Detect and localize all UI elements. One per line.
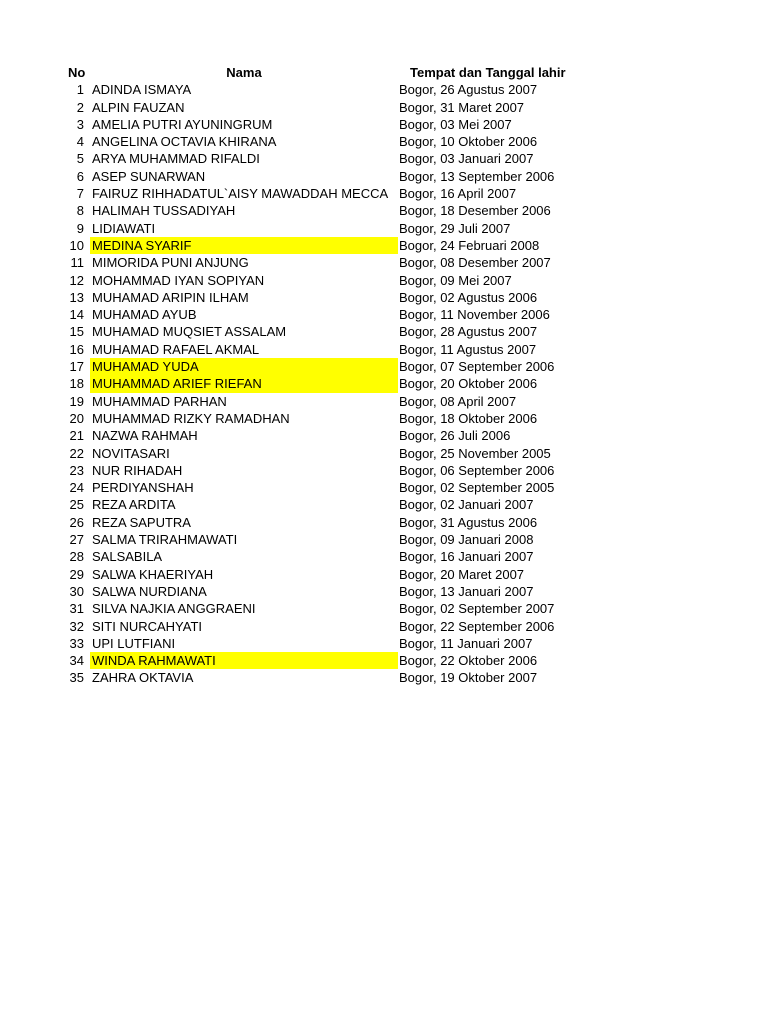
table-row [0, 548, 768, 565]
row-number: 1 [76, 82, 84, 98]
student-name: WINDA RAHMAWATI [90, 652, 398, 669]
header-row [0, 64, 768, 81]
table-row [0, 341, 768, 358]
row-number: 29 [69, 566, 84, 582]
student-name: HALIMAH TUSSADIYAH [92, 203, 236, 219]
row-number: 25 [69, 497, 84, 513]
student-list-sheet [0, 64, 768, 687]
row-number: 20 [69, 410, 84, 426]
student-name: ZAHRA OKTAVIA [92, 670, 194, 686]
birth-place-date: Bogor, 03 Januari 2007 [399, 151, 534, 167]
student-name: SITI NURCAHYATI [92, 618, 203, 634]
birth-place-date: Bogor, 03 Mei 2007 [399, 116, 512, 132]
student-name: MUHAMAD AYUB [92, 307, 197, 323]
birth-place-date: Bogor, 13 Januari 2007 [399, 583, 534, 599]
birth-place-date: Bogor, 10 Oktober 2006 [399, 134, 538, 150]
row-number: 14 [69, 307, 84, 323]
birth-place-date: Bogor, 26 Juli 2006 [399, 428, 511, 444]
student-name: PERDIYANSHAH [92, 480, 194, 496]
student-name: ASEP SUNARWAN [92, 168, 206, 184]
row-number: 6 [76, 168, 84, 184]
birth-place-date: Bogor, 02 Januari 2007 [399, 497, 534, 513]
row-number: 22 [69, 445, 84, 461]
student-name: MOHAMMAD IYAN SOPIYAN [92, 272, 265, 288]
student-name: LIDIAWATI [92, 220, 156, 236]
birth-place-date: Bogor, 02 September 2005 [399, 480, 555, 496]
row-number: 30 [69, 583, 84, 599]
table-row [0, 81, 768, 98]
student-name: MUHAMMAD RIZKY RAMADHAN [92, 410, 290, 426]
table-row [0, 306, 768, 323]
birth-place-date: Bogor, 07 September 2006 [399, 359, 555, 375]
birth-place-date: Bogor, 22 September 2006 [399, 618, 555, 634]
table-row [0, 566, 768, 583]
table-row [0, 427, 768, 444]
student-name: NAZWA RAHMAH [92, 428, 198, 444]
student-name: MUHAMMAD PARHAN [92, 393, 227, 409]
student-name: SILVA NAJKIA ANGGRAENI [92, 601, 256, 617]
table-row [0, 496, 768, 513]
student-name: UPI LUTFIANI [92, 635, 176, 651]
row-number: 13 [69, 289, 84, 305]
row-number: 18 [69, 376, 84, 392]
student-name: SALSABILA [92, 549, 163, 565]
student-name: REZA ARDITA [92, 497, 176, 513]
table-row [0, 237, 768, 254]
row-number: 35 [69, 670, 84, 686]
student-name: SALMA TRIRAHMAWATI [92, 532, 238, 548]
birth-place-date: Bogor, 08 Desember 2007 [399, 255, 551, 271]
birth-place-date: Bogor, 20 Maret 2007 [399, 566, 525, 582]
student-name: NOVITASARI [92, 445, 170, 461]
birth-place-date: Bogor, 31 Agustus 2006 [399, 514, 538, 530]
student-name: MUHAMAD RAFAEL AKMAL [92, 341, 260, 357]
birth-place-date: Bogor, 06 September 2006 [399, 462, 555, 478]
student-name: ALPIN FAUZAN [92, 99, 185, 115]
student-name: REZA SAPUTRA [92, 514, 191, 530]
birth-place-date: Bogor, 22 Oktober 2006 [399, 653, 538, 669]
row-number: 33 [69, 635, 84, 651]
student-name: MIMORIDA PUNI ANJUNG [92, 255, 249, 271]
header-no: No [68, 65, 86, 80]
row-number: 21 [69, 428, 84, 444]
header-nama: Nama [226, 65, 262, 80]
birth-place-date: Bogor, 16 April 2007 [399, 186, 517, 202]
row-number: 16 [69, 341, 84, 357]
student-name: NUR RIHADAH [92, 462, 183, 478]
birth-place-date: Bogor, 19 Oktober 2007 [399, 670, 538, 686]
birth-place-date: Bogor, 11 Januari 2007 [399, 635, 533, 651]
row-number: 5 [76, 151, 84, 167]
birth-place-date: Bogor, 09 Januari 2008 [399, 532, 534, 548]
row-number: 11 [70, 255, 84, 271]
table-row [0, 652, 768, 669]
birth-place-date: Bogor, 25 November 2005 [399, 445, 551, 461]
birth-place-date: Bogor, 31 Maret 2007 [399, 99, 525, 115]
student-name: FAIRUZ RIHHADATUL`AISY MAWADDAH MECCA [92, 186, 389, 202]
table-row [0, 635, 768, 652]
student-name: SALWA KHAERIYAH [92, 566, 214, 582]
birth-place-date: Bogor, 09 Mei 2007 [399, 272, 512, 288]
table-row [0, 600, 768, 617]
table-row [0, 150, 768, 167]
table-row [0, 531, 768, 548]
row-number: 34 [69, 653, 84, 669]
birth-place-date: Bogor, 20 Oktober 2006 [399, 376, 538, 392]
student-name: ADINDA ISMAYA [92, 82, 192, 98]
birth-place-date: Bogor, 29 Juli 2007 [399, 220, 511, 236]
row-number: 2 [76, 99, 84, 115]
table-body [0, 81, 768, 686]
table-row [0, 289, 768, 306]
table-row [0, 618, 768, 635]
student-name: MUHAMMAD ARIEF RIEFAN [90, 375, 398, 392]
table-row [0, 168, 768, 185]
table-row [0, 445, 768, 462]
birth-place-date: Bogor, 11 Agustus 2007 [399, 341, 537, 357]
student-name: MUHAMAD MUQSIET ASSALAM [92, 324, 287, 340]
table-row [0, 393, 768, 410]
student-name: MEDINA SYARIF [90, 237, 398, 254]
table-row [0, 462, 768, 479]
row-number: 8 [76, 203, 84, 219]
table-row [0, 202, 768, 219]
row-number: 31 [69, 601, 84, 617]
row-number: 28 [69, 549, 84, 565]
birth-place-date: Bogor, 18 Oktober 2006 [399, 410, 538, 426]
row-number: 9 [76, 220, 84, 236]
birth-place-date: Bogor, 24 Februari 2008 [399, 237, 540, 253]
row-number: 17 [69, 359, 84, 375]
table-row [0, 254, 768, 271]
row-number: 19 [69, 393, 84, 409]
birth-place-date: Bogor, 13 September 2006 [399, 168, 555, 184]
table-row [0, 583, 768, 600]
row-number: 12 [69, 272, 84, 288]
birth-place-date: Bogor, 08 April 2007 [399, 393, 517, 409]
table-row [0, 272, 768, 289]
table-row [0, 479, 768, 496]
birth-place-date: Bogor, 11 November 2006 [399, 307, 550, 323]
table-row [0, 410, 768, 427]
table-row [0, 375, 768, 392]
table-row [0, 116, 768, 133]
birth-place-date: Bogor, 26 Agustus 2007 [399, 82, 538, 98]
table-row [0, 99, 768, 116]
student-name: MUHAMAD ARIPIN ILHAM [92, 289, 249, 305]
table-row [0, 133, 768, 150]
birth-place-date: Bogor, 18 Desember 2006 [399, 203, 551, 219]
row-number: 26 [69, 514, 84, 530]
student-name: AMELIA PUTRI AYUNINGRUM [92, 116, 273, 132]
row-number: 27 [69, 532, 84, 548]
table-row [0, 323, 768, 340]
student-name: MUHAMAD YUDA [90, 358, 398, 375]
student-name: ANGELINA OCTAVIA KHIRANA [92, 134, 277, 150]
row-number: 32 [69, 618, 84, 634]
row-number: 4 [76, 134, 84, 150]
row-number: 23 [69, 462, 84, 478]
table-row [0, 358, 768, 375]
row-number: 7 [76, 186, 84, 202]
row-number: 24 [69, 480, 84, 496]
birth-place-date: Bogor, 02 September 2007 [399, 601, 555, 617]
header-tempat-tanggal-lahir: Tempat dan Tanggal lahir [410, 65, 566, 80]
birth-place-date: Bogor, 02 Agustus 2006 [399, 289, 538, 305]
birth-place-date: Bogor, 16 Januari 2007 [399, 549, 534, 565]
birth-place-date: Bogor, 28 Agustus 2007 [399, 324, 538, 340]
row-number: 3 [76, 116, 84, 132]
table-row [0, 514, 768, 531]
row-number: 15 [69, 324, 84, 340]
table-row [0, 669, 768, 686]
student-name: ARYA MUHAMMAD RIFALDI [92, 151, 260, 167]
row-number: 10 [69, 237, 84, 253]
table-row [0, 185, 768, 202]
student-name: SALWA NURDIANA [92, 583, 207, 599]
table-row [0, 220, 768, 237]
